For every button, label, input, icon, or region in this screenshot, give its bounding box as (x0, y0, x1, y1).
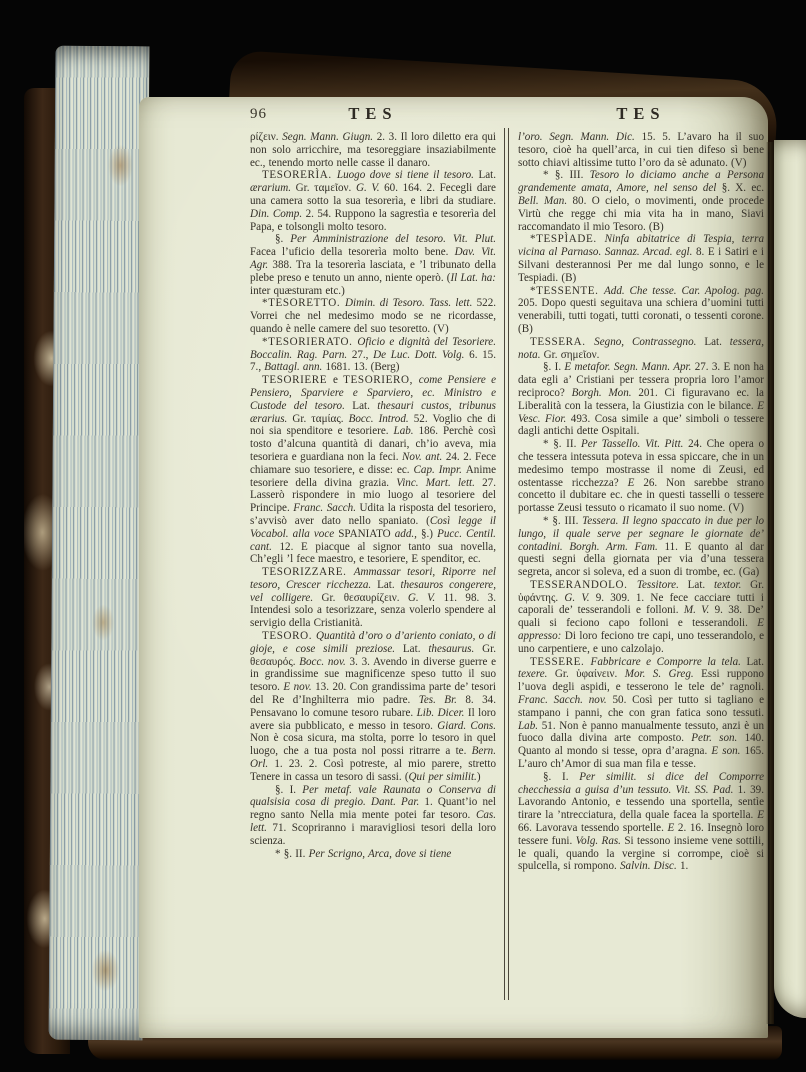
text-segment: come Pensiere e Pensiero, Sparviere e Sparviero, ec. Ministro e Custode del tesoro. (250, 374, 496, 412)
text-segment: * §. II. (543, 438, 582, 451)
text-segment: Qui per similit. (408, 770, 477, 783)
text-segment: Per metaf. vale Raunata o Conserva di qualsisia cosa di pregio. Dant. Par. (250, 783, 497, 809)
text-segment: Gr. ὑφάντης. (518, 578, 765, 604)
text-segment: ærarium. (250, 182, 296, 195)
text-segment: Gr. ταμεῖον. (295, 182, 356, 195)
page-number: 96 (250, 106, 267, 122)
gutter-shadow (766, 142, 774, 1024)
text-segment: Gr. θεσαυρός. (250, 642, 496, 668)
text-segment: textor. (713, 578, 751, 591)
dictionary-paragraph (250, 233, 496, 297)
column-left (250, 131, 496, 873)
text-segment: G. V. (564, 591, 596, 604)
text-segment: Anime tesoriere della divina grazia. (250, 463, 496, 489)
dictionary-paragraph (518, 579, 764, 656)
text-segment: 8. E i Satiri e i Silvani desterannosi Per me dal lungo sonno, e le Tespiadi. (B) (518, 246, 764, 284)
column-right (518, 131, 764, 873)
text-segment: SPANIATO (338, 527, 395, 540)
text-segment: Luogo dove si tiene il tesoro. (336, 169, 479, 182)
dictionary-paragraph (250, 566, 496, 630)
dictionary-paragraph (518, 438, 764, 515)
text-segment: Lat. (402, 642, 429, 655)
text-segment: 71. Scopriranno i maravigliosi tesori della loro scienza. (250, 822, 496, 847)
text-segment: 388. Tra la tesorerìa lasciata, e ’l tribunato della plebe preso e tenuto un anno, niente operò. ( (250, 258, 496, 284)
text-segment: Lat. (377, 578, 401, 591)
text-segment: Volg. Ras. (575, 834, 625, 847)
text-columns (250, 131, 764, 873)
dictionary-paragraph (250, 848, 496, 861)
text-segment: Mor. S. Greg. (624, 668, 702, 681)
text-segment: E appresso: (518, 617, 764, 643)
dictionary-paragraph (250, 336, 496, 374)
text-segment: thesauri custos, tribunus ærarius. (250, 399, 496, 425)
entry-headword: *TESORETTO. (262, 297, 346, 310)
entry-headword: TESORERÌA. (262, 169, 337, 182)
text-segment: 201. Ci figuravano ec. la Liberalità con la tessera, la Giustizia con le bilance. (518, 386, 764, 412)
running-head-right: TES (616, 104, 666, 123)
running-head-left: TES (348, 104, 398, 123)
text-segment: Lib. Dicer. (416, 706, 468, 719)
text-segment: §. X. ec. (721, 182, 764, 195)
text-segment: 9. 38. De’ quali si feciono capo folloni e tesserandoli. (518, 604, 764, 630)
text-segment: Bocc. nov. (299, 655, 350, 668)
text-segment: Pucc. Centil. cant. (250, 527, 496, 553)
text-segment: tessera, nota. (518, 335, 764, 361)
text-segment: inter quæsturam etc.) (250, 284, 345, 297)
running-header (250, 104, 764, 131)
text-segment: §. I. (275, 783, 303, 796)
book-page (139, 97, 768, 1038)
text-segment: Si tessono insieme vene sottili, le quali, quando la vergine si corrompe, cioè si spulcella, si rompono. (518, 834, 764, 873)
text-segment: Quantità d’oro o d’ariento coniato, o di gioje, e cose simili preziose. (250, 630, 496, 655)
text-segment: Franc. Sacch. nov. (518, 694, 613, 707)
text-segment: 1681. 13. (Berg) (325, 361, 400, 374)
text-segment: 15. 5. L’avaro ha il suo tesoro, cioè ha quell’arca, in cui tien difeso sì bene sotto chiavi altissime tutto l’oro da sè adunato. (V) (518, 131, 764, 169)
text-segment: Dimin. di Tesoro. Tass. lett. (345, 297, 477, 310)
text-segment: 24. Che opera o che tessera intessuta poteva in essa spiccare, che in un medesimo tempo mostrasse il nome di Zeusi, ed ostentasse ricchezza? (518, 438, 764, 489)
text-segment: texere. (518, 668, 555, 681)
text-segment: Lat. (478, 169, 497, 182)
text-segment: E (757, 809, 764, 822)
text-segment: Così legge il Vocabol. alla voce (250, 514, 496, 540)
text-segment: e (333, 374, 344, 387)
text-segment: 50. Così per tutto si tagliano e stampano i panni, che con gran fatica sono tessuti. (518, 694, 764, 719)
text-segment: 2. 54. Ruppono la sagrestìa e tesorerìa del Papa, e tolsongli molto tesoro. (250, 207, 496, 233)
text-segment: Tes. Br. (418, 694, 466, 707)
text-segment: Segn. Mann. Giugn. (282, 131, 377, 143)
text-segment: Lat. (687, 578, 714, 591)
text-segment: Il Lat. ha: (450, 271, 496, 284)
text-segment: E nov. (283, 681, 316, 694)
text-segment: Per Tassello. Vit. Pitt. (581, 438, 689, 451)
text-segment: 1. 39. Lavorando Antonio, e tessendo una sportella, sentìe tirare la ’ntrecciatura, della quale facea la sportella. (518, 783, 764, 822)
dictionary-paragraph (518, 656, 764, 771)
text-segment: Facea l’uficio della tesorerìa molto bene. (250, 246, 455, 259)
text-segment: Din. Comp. (250, 207, 306, 220)
text-segment: Battagl. ann. (264, 361, 326, 374)
text-segment: Borgh. Mon. (571, 386, 639, 399)
text-segment: 3. 3. Avendo in diverse guerre e in grandissime sue magnificenze speso tutto il suo tesoro. (250, 655, 497, 694)
text-segment: Gr. θεσαυρίζειν. (321, 591, 408, 604)
text-segment: Oficio e dignità del Tesoriere. Boccalin. Rag. Parn. (250, 335, 496, 361)
text-segment: Lab. (518, 719, 542, 732)
text-segment: Cas. lett. (250, 809, 496, 835)
text-segment: Ninfa abitatrice di Tespia, terra vicina al Parnaso. Sannaz. Arcad. egl. (518, 233, 764, 259)
text-segment: 6. 15. 7., (250, 348, 496, 374)
entry-headword: *TESSENTE. (530, 284, 605, 297)
text-segment: G. V. (407, 591, 444, 604)
text-segment: Udita la risposta del tesoriero, s’avvisò aver dato nello spaniato. ( (250, 502, 497, 527)
text-segment: Gr. ταμίας. (292, 412, 349, 425)
dictionary-paragraph (518, 131, 764, 169)
dictionary-paragraph (518, 169, 764, 233)
text-segment: 8. 34. Pensavano lo comune tesoro rubare. (250, 694, 496, 719)
text-segment: 27. Lasserò rispondere in mio luogo al tesoriere del Principe. (250, 476, 496, 515)
facing-page (774, 140, 806, 1018)
text-segment: Cap. Impr. (413, 463, 466, 476)
text-segment: Lab. (393, 425, 419, 438)
text-segment: Dav. Vit. Agr. (250, 246, 496, 271)
text-segment: Gr. σημεῖον. (543, 348, 600, 361)
text-segment: 24. 2. Fece chiamare suo tesoriere, e disse: ec. (250, 450, 496, 476)
page-content (250, 104, 764, 873)
dictionary-paragraph (518, 285, 764, 336)
text-segment: Segno, Contrassegno. (594, 335, 705, 348)
entry-headword: *TESORIERATO. (262, 335, 358, 348)
dictionary-paragraph (250, 784, 496, 848)
text-segment: Essi ruppono l’uova degli aspidi, e tesserono le tele de’ ragnoli. (518, 668, 764, 694)
text-segment: §. (275, 233, 291, 246)
entry-headword: TESORIZZARE. (262, 566, 354, 579)
text-segment: 11. 98. 3. Intendesi solo a tesorizzare, senza volerlo spendere al servigio della Cristianità. (250, 591, 496, 630)
text-segment: Franc. Sacch. (293, 502, 360, 515)
text-segment: Per similit. si dice del Comporre checchessia a guisa d’un tessuto. Vit. SS. Pad. (518, 770, 764, 796)
entry-headword: TESSERE. (530, 655, 591, 668)
text-segment: 2. 16. Insegnò loro tessere funi. (518, 822, 765, 847)
dictionary-paragraph (518, 515, 764, 579)
text-segment: §. I. (543, 361, 565, 374)
text-segment: §. I. (543, 770, 580, 783)
text-segment: Lat. (352, 399, 378, 412)
text-segment: * §. III. (543, 514, 583, 527)
text-segment: Nov. ant. (402, 450, 446, 463)
text-segment: Tessitore. (636, 578, 688, 591)
text-segment: Bern. Orl. (250, 745, 496, 771)
text-segment: 205. Dopo questi seguitava una schiera d’uomini tutti venerabili, tutti togati, tutti coronati, o tessenti corone. (B) (518, 297, 764, 335)
text-segment: * §. III. (543, 169, 590, 182)
text-segment: Non è cosa sicura, ma stolta, porre lo tesoro in quel luogo, che a tua posta nol possi ritrarre a te. (250, 732, 496, 758)
text-segment: 2. 3. Il loro diletto era qui non solo arricchire, ma tesoreggiare insaziabilmente ec., tenendo morto nelle casse il danaro. (250, 131, 496, 169)
text-segment: Tessera. Il legno spaccato in due per lo lungo, il quale serve per segnare le giornate de’ contadini. Borgh. Arm. Fam. (518, 514, 764, 553)
dictionary-paragraph (518, 771, 764, 873)
text-segment: Tesoro lo diciamo anche a Persona grandemente amata, Amore, nel senso del (518, 169, 765, 195)
dictionary-paragraph (518, 361, 764, 438)
text-segment: E (627, 476, 644, 489)
text-segment: 1. (679, 860, 689, 873)
entry-headword: TESORIERE (262, 374, 334, 387)
text-segment: Bell. Man. (518, 194, 573, 207)
text-segment: Ammassar tesori, Riporre nel tesoro, Crescer ricchezza. (250, 566, 496, 591)
text-segment: ρίζειν. (250, 131, 283, 143)
text-segment: l’oro. Segn. Mann. Dic. (518, 131, 642, 143)
text-segment: Bocc. Introd. (348, 412, 414, 425)
text-segment: E metafor. Segn. Mann. Apr. (564, 361, 695, 374)
text-segment: 26. Non sarebbe strano concetto il dubitare ec. che in questi tasselli o tessere portasse Zeusi tessuto o ricamato il suo nome. (V) (518, 476, 765, 515)
text-segment: E (667, 822, 678, 835)
text-segment: 60. 164. 2. Fecegli dare una camera sotto la sua tesorerìa, e libri da studiare. (250, 182, 496, 207)
text-segment: 27. 3. E non ha data egli a’ Cristiani per tessera propria loro l’amor reciproco? (518, 361, 764, 399)
text-segment: 9. 309. 1. Ne fece cacciare tutti i caporali de’ tesserandoli e folloni. (518, 591, 764, 617)
text-segment: Add. Che tesse. Car. Apolog. pag. (604, 284, 764, 297)
text-segment: 493. Cosa simile a que’ simboli o tessere dagli antichi dette Ospitali. (518, 412, 764, 438)
text-segment: Il loro avere sia pubblicato, e messo in tesoro. (250, 706, 496, 732)
text-segment: ) (476, 770, 481, 783)
dictionary-paragraph (250, 297, 496, 335)
text-segment: Lat. (704, 335, 730, 348)
text-segment: Fabbricare e Comporre la tela. (590, 655, 747, 668)
text-segment: Lat. (746, 655, 764, 668)
text-segment: 52. Voglio che di noi sia spenditore e tesoriere. (250, 412, 496, 438)
text-segment: 13. 20. Con grandissima parte de’ tesori del Re d’Inghilterra mio padre. (250, 681, 496, 707)
text-segment: 11. E quanto al dar questi segni della giornata per via d’una tessera segreta, ancor si soleva, ed a suon di trombe, ec. (Ga) (518, 540, 764, 579)
text-segment: 186. Perchè così tosto d’alcuna quantità di danari, ch’io aveva, mia tesoriera e guardiana non la feci. (250, 425, 496, 463)
text-segment: E son. (711, 745, 745, 758)
text-segment: Vinc. Mart. lett. (396, 476, 483, 489)
text-segment: 66. Lavorava tessendo sportelle. (518, 822, 668, 835)
text-segment: 51. Non è panno manualmente tessuto, anzi è un fuoco dalla divina arte composto. (518, 719, 764, 745)
dictionary-paragraph (518, 233, 764, 284)
text-segment: Di loro feciono tre capi, uno tesserandolo, e uno carpentiere, e uno calzolajo. (518, 630, 764, 655)
text-segment: * §. II. (275, 847, 309, 860)
text-segment: Per Amministrazione del tesoro. Vit. Plut. (290, 233, 496, 246)
text-segment: G. V. (355, 182, 385, 195)
text-segment: add., (394, 527, 421, 540)
text-segment: Salvin. Disc. (619, 860, 680, 873)
dictionary-paragraph (518, 336, 764, 362)
text-segment: §.) (420, 527, 438, 540)
text-segment: thesauros congerere, vel colligere. (250, 578, 496, 604)
text-segment: De Luc. Dott. Volg. (373, 348, 470, 361)
entry-headword: *TESPÌADE. (530, 233, 605, 246)
fore-edge-pages (49, 46, 150, 1041)
dictionary-paragraph (250, 374, 496, 566)
text-segment: M. V. (683, 604, 715, 617)
text-segment: 1. Quant’io nel regno santo Nella mia mente potei far tesoro. (250, 796, 497, 822)
column-divider (504, 128, 509, 1000)
text-segment: 1. 23. 2. Così potreste, al mio parere, stretto Tenere in cassa un tesoro di sassi. ( (250, 758, 497, 783)
text-segment: 12. E piacque al signor tanto sua novella, Ch’egli ’l fece maestro, e tesoriere, E spenditor, ec. (250, 540, 496, 566)
entry-headword: TESORO. (262, 630, 316, 643)
entry-headword: TESSERANDOLO. (530, 578, 637, 591)
text-segment: Giard. Cons. (437, 719, 497, 732)
text-segment: 522. Vorrei che nel medesimo modo se ne ricordasse, quando è nelle camere del suo tesoretto. (V) (250, 297, 497, 335)
dictionary-paragraph (250, 131, 496, 169)
dictionary-paragraph (250, 630, 496, 784)
entry-headword: TESSERA. (530, 335, 595, 348)
text-segment: E Vesc. Fior. (518, 399, 764, 425)
text-segment: Petr. son. (691, 732, 745, 745)
text-segment: 80. O cielo, o movimenti, onde procede Virtù che regge chi mia vita ha in mano, Siavi raccomandato il mio Tesoro. (B) (518, 194, 764, 233)
text-segment: 165. L’auro ch’Amor di sua man fila e tesse. (518, 745, 764, 771)
text-segment: 27., (351, 348, 374, 361)
entry-headword: TESORIERO, (343, 374, 419, 387)
text-segment: thesaurus. (428, 642, 483, 655)
dictionary-paragraph (250, 169, 496, 233)
text-segment: 140. Quanto al mondo si tesse, opra d’aragna. (518, 732, 764, 758)
text-segment: Per Scrigno, Arca, dove si tiene (308, 847, 452, 860)
text-segment: Gr. ὑφαίνειν. (554, 668, 625, 681)
